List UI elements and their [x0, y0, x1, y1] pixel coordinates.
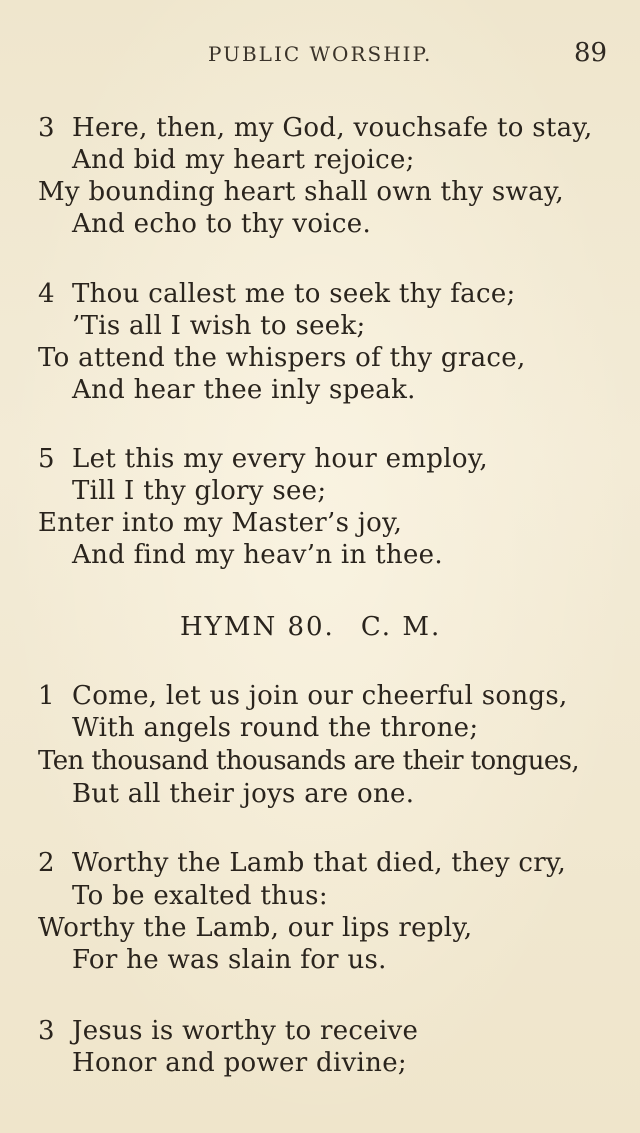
verse-line: And bid my heart rejoice; — [72, 145, 415, 175]
verse-number: 5 — [38, 444, 55, 474]
verse-number: 4 — [38, 279, 55, 309]
verse-line — [38, 847, 566, 879]
hymn-number: HYMN 80. — [180, 612, 335, 642]
verse-number: 3 — [38, 1016, 55, 1046]
verse-line — [38, 112, 593, 144]
page-number: 89 — [574, 38, 608, 68]
verse-line: My bounding heart shall own thy sway, — [38, 177, 564, 207]
verse-line: For he was slain for us. — [72, 945, 387, 975]
verse-line — [38, 1015, 418, 1047]
running-title: PUBLIC WORSHIP. — [208, 42, 433, 66]
verse-line: Enter into my Master’s joy, — [38, 508, 403, 538]
verse-line: ’Tis all I wish to seek; — [72, 311, 366, 341]
verse-line: Honor and power divine; — [72, 1048, 407, 1078]
verse-line — [38, 680, 568, 712]
verse-text: Here, then, my God, vouchsafe to stay, — [72, 113, 593, 143]
verse-number: 1 — [38, 681, 55, 711]
hymn-title — [180, 612, 467, 642]
verse-line: And echo to thy voice. — [72, 209, 372, 239]
hymn-meter: C. M. — [360, 612, 442, 642]
verse-text: Jesus is worthy to receive — [72, 1016, 419, 1046]
verse-line: But all their joys are one. — [72, 779, 415, 809]
verse-line: And find my heav’n in thee. — [72, 540, 443, 570]
verse-text: Come, let us join our cheerful songs, — [72, 681, 568, 711]
verse-line: And hear thee inly speak. — [72, 375, 416, 405]
verse-line: With angels round the throne; — [72, 713, 479, 743]
verse-text: Let this my every hour employ, — [72, 444, 488, 474]
verse-line — [38, 443, 488, 475]
verse-line: Ten thousand thousands are their tongues, — [38, 746, 580, 776]
verse-text: Worthy the Lamb that died, they cry, — [72, 848, 567, 878]
verse-line: Worthy the Lamb, our lips reply, — [38, 913, 473, 943]
verse-line: To attend the whispers of thy grace, — [38, 343, 526, 373]
verse-line — [38, 278, 516, 310]
verse-text: Thou callest me to seek thy face; — [72, 279, 516, 309]
verse-number: 2 — [38, 848, 55, 878]
verse-number: 3 — [38, 113, 55, 143]
verse-line: Till I thy glory see; — [72, 476, 327, 506]
verse-line: To be exalted thus: — [72, 881, 328, 911]
